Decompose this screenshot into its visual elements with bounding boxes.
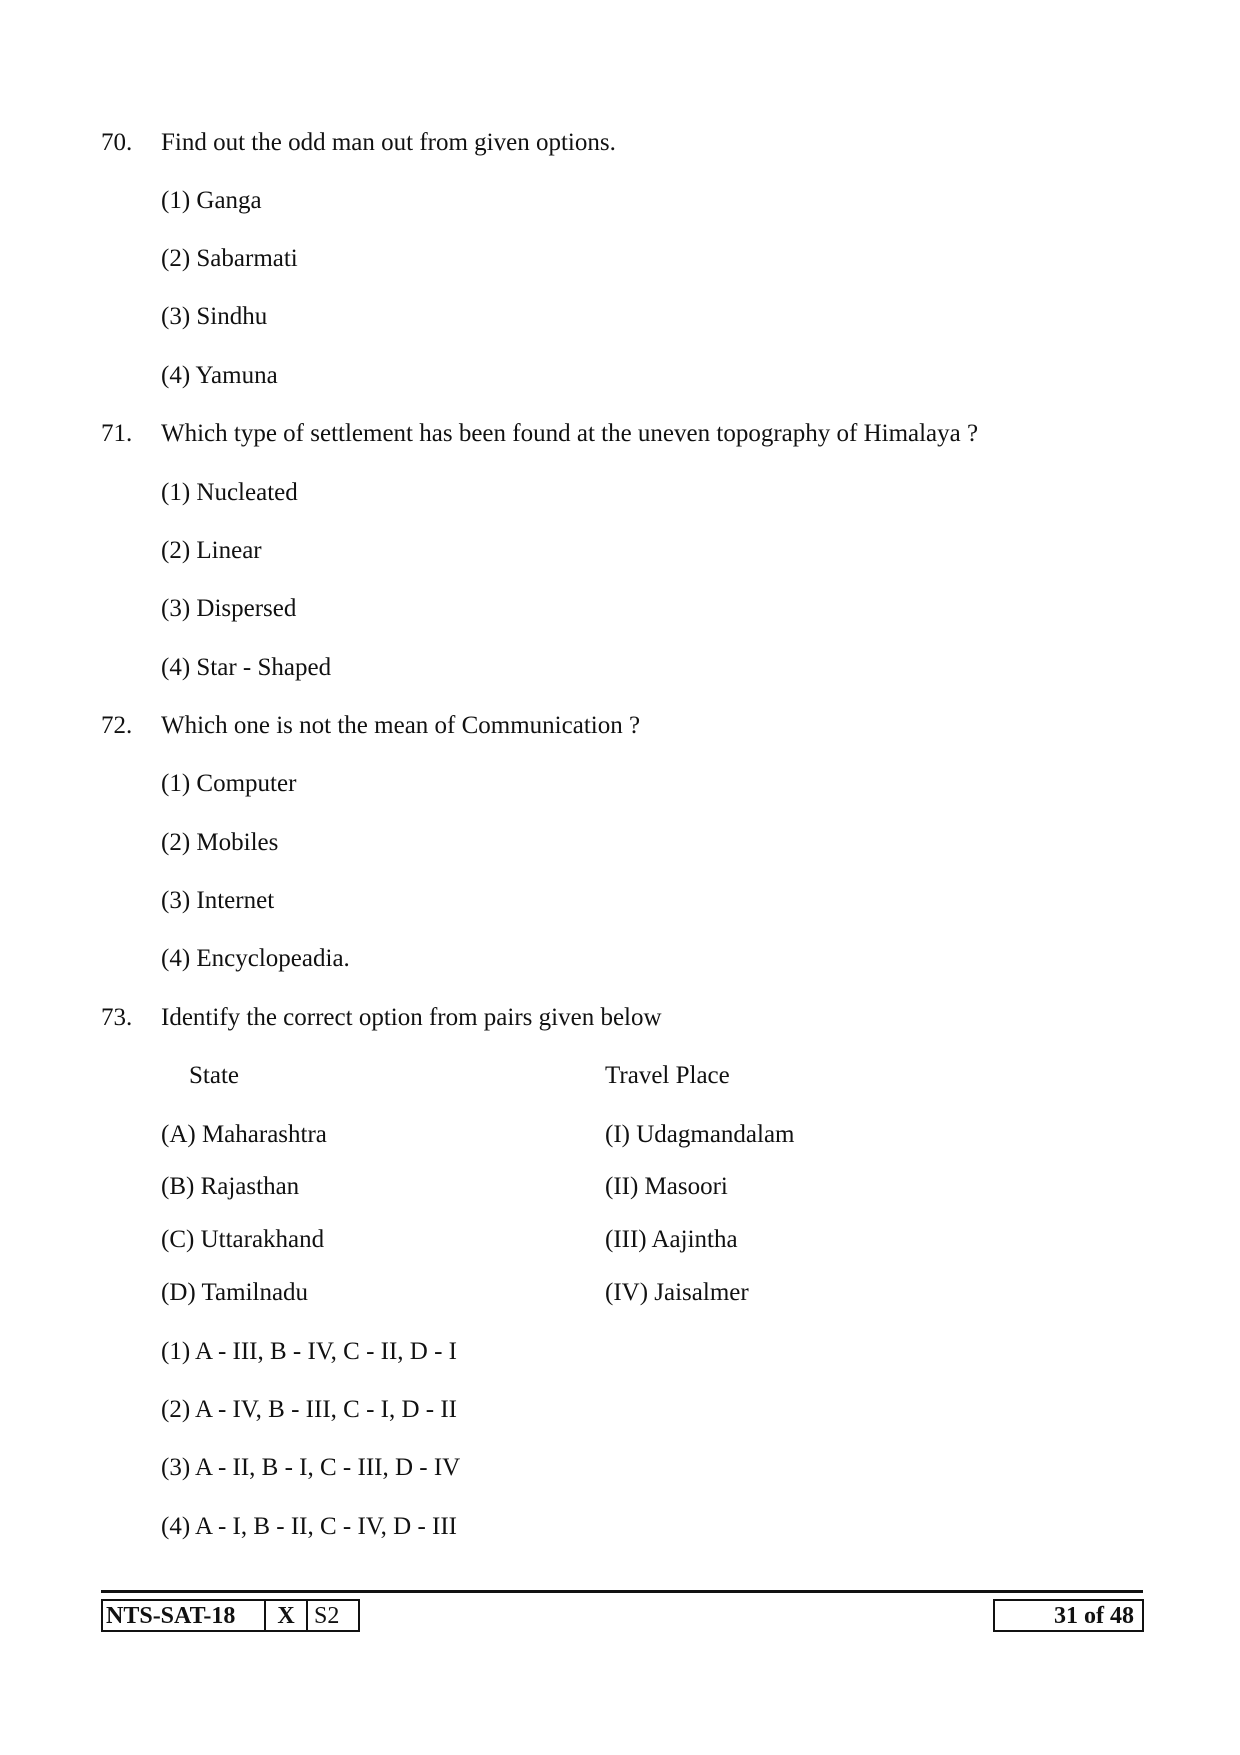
page-number: 31 of 48 xyxy=(993,1599,1144,1632)
pair-left-b: (B) Rajasthan xyxy=(161,1173,300,1200)
question-73-number: 73. xyxy=(101,1004,133,1031)
paper-code: NTS-SAT-18 xyxy=(106,1602,236,1629)
column-header-state: State xyxy=(189,1062,239,1089)
question-73-option-4: (4) A - I, B - II, C - IV, D - III xyxy=(161,1513,458,1540)
question-72-text: Which one is not the mean of Communication ? xyxy=(161,712,641,739)
question-73-option-1: (1) A - III, B - IV, C - II, D - I xyxy=(161,1338,458,1365)
question-71-option-2: (2) Linear xyxy=(161,537,262,564)
question-70-option-3: (3) Sindhu xyxy=(161,303,268,330)
footer-rule xyxy=(101,1590,1143,1593)
question-72-number: 72. xyxy=(101,712,133,739)
question-73-text: Identify the correct option from pairs given below xyxy=(161,1004,662,1031)
pair-right-iii: (III) Aajintha xyxy=(605,1226,738,1253)
pair-left-a: (A) Maharashtra xyxy=(161,1121,327,1148)
question-72-option-3: (3) Internet xyxy=(161,887,275,914)
question-70-number: 70. xyxy=(101,129,133,156)
question-70-option-4: (4) Yamuna xyxy=(161,362,278,389)
pair-left-c: (C) Uttarakhand xyxy=(161,1226,325,1253)
question-70-option-1: (1) Ganga xyxy=(161,187,262,214)
question-72-option-4: (4) Encyclopeadia. xyxy=(161,945,350,972)
paper-code-box xyxy=(101,1599,360,1632)
question-72-option-2: (2) Mobiles xyxy=(161,829,279,856)
question-71-option-1: (1) Nucleated xyxy=(161,479,298,506)
pair-right-i: (I) Udagmandalam xyxy=(605,1121,795,1148)
question-70-option-2: (2) Sabarmati xyxy=(161,245,298,272)
question-71-option-4: (4) Star - Shaped xyxy=(161,654,332,681)
pair-right-iv: (IV) Jaisalmer xyxy=(605,1279,749,1306)
question-72-option-1: (1) Computer xyxy=(161,770,297,797)
pair-left-d: (D) Tamilnadu xyxy=(161,1279,309,1306)
question-71-number: 71. xyxy=(101,420,133,447)
question-73-option-2: (2) A - IV, B - III, C - I, D - II xyxy=(161,1396,458,1423)
question-73-option-3: (3) A - II, B - I, C - III, D - IV xyxy=(161,1454,461,1481)
pair-right-ii: (II) Masoori xyxy=(605,1173,728,1200)
class-code: X xyxy=(264,1601,306,1630)
column-header-travel-place: Travel Place xyxy=(605,1062,730,1089)
question-70-text: Find out the odd man out from given options. xyxy=(161,129,616,156)
question-71-text: Which type of settlement has been found at the uneven topography of Himalaya ? xyxy=(161,420,979,447)
set-code: S2 xyxy=(306,1601,358,1630)
question-71-option-3: (3) Dispersed xyxy=(161,595,297,622)
